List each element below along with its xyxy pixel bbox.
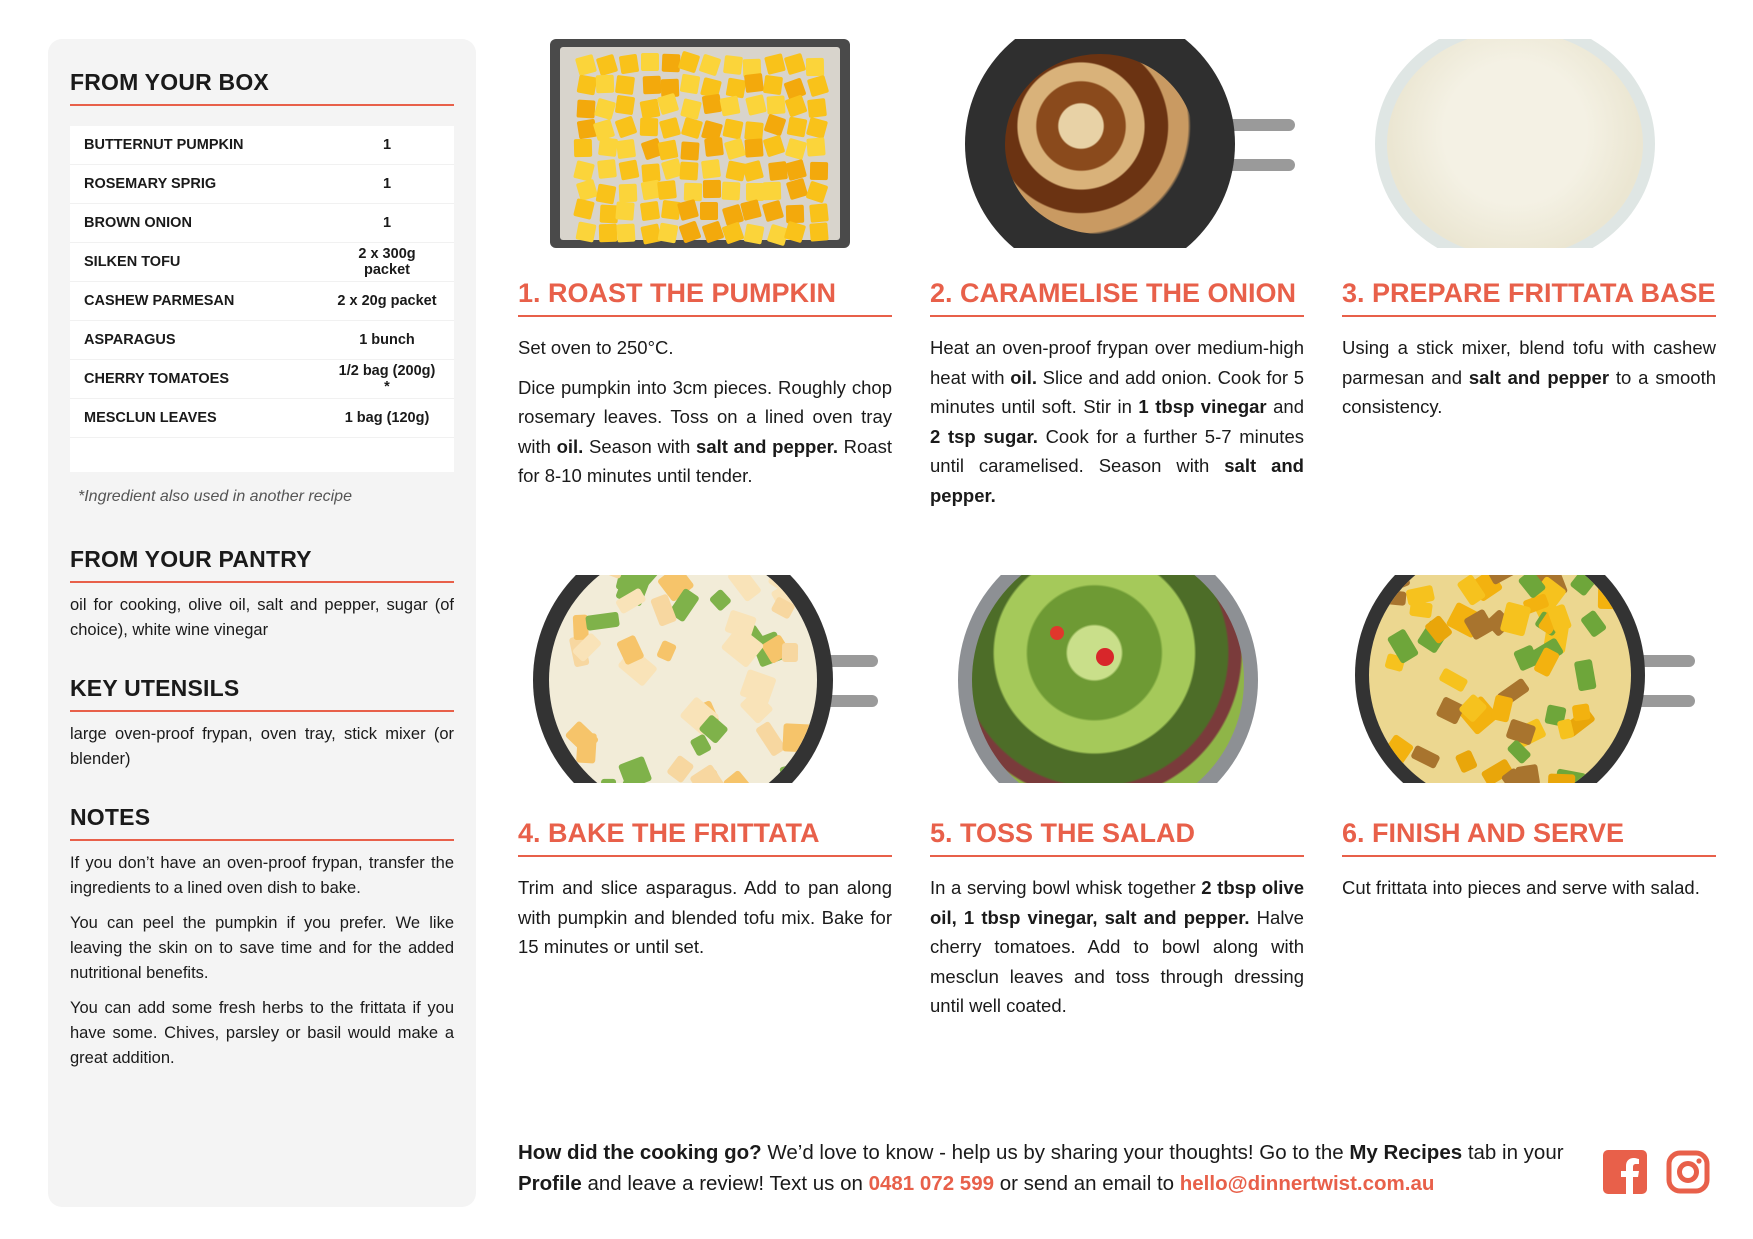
food-piece [601,779,616,783]
pumpkin-cube [702,94,723,115]
pumpkin-cube [662,54,681,73]
step-1-title: 1. ROAST THE PUMPKIN [518,278,892,317]
text-run: Cook for a further 5-7 minutes until caramelised. Season with [930,425,1304,476]
step-6-title: 6. FINISH AND SERVE [1342,818,1716,857]
mixing-bowl [1375,39,1655,248]
ingredient-qty: 1 bunch [359,332,415,348]
instagram-icon[interactable] [1666,1150,1710,1194]
step-4 [518,818,892,972]
step-3 [1342,278,1716,432]
salad-bowl [958,575,1258,783]
step-6 [1342,818,1716,913]
salad-photo [958,575,1258,783]
pumpkin-cube [722,55,742,75]
text-run: or send an email to [994,1172,1180,1195]
food-piece [779,764,799,783]
text-run: and [1266,396,1304,417]
pumpkin-cube [809,203,829,223]
pumpkin-cube [573,198,595,220]
pumpkin-cube [657,180,677,200]
cherry-tomato [1050,626,1064,640]
pumpkin-cube [679,74,700,95]
food-piece [1439,668,1469,693]
pan-handle [1635,695,1695,707]
pumpkin-cube [810,162,828,180]
food-piece [1573,659,1596,692]
pumpkin-cube [704,137,724,157]
ingredient-name: BUTTERNUT PUMPKIN [84,137,244,153]
key-utensils-heading: KEY UTENSILS [70,675,454,712]
pumpkin-cube [700,202,718,220]
pumpkin-cube [598,137,618,157]
pantry-text: oil for cooking, olive oil, salt and pepper, sugar (of choice), white wine vinegar [70,596,454,639]
pumpkin-cube [677,199,699,221]
pumpkin-cube [701,159,721,179]
pumpkin-cube [743,224,764,245]
frypan [965,39,1235,248]
food-piece [1580,610,1607,639]
food-piece [1381,734,1415,768]
table-row [70,321,454,360]
ingredient-qty: 1 [382,137,392,153]
pumpkin-cube [805,181,828,204]
pumpkin-cube [640,201,660,221]
pumpkin-cube [721,222,744,245]
ingredient-footnote: *Ingredient also used in another recipe [78,488,352,505]
text-run-bold: salt and pepper [1468,366,1610,388]
text-run: In a serving bowl whisk together [930,877,1202,898]
ingredient-name: SILKEN TOFU [84,254,181,270]
from-your-box-heading: FROM YOUR BOX [70,69,454,106]
pumpkin-cube [597,159,617,179]
food-piece [1598,586,1620,609]
food-piece [727,575,762,603]
step-2 [930,278,1304,520]
step-1-text [518,373,892,491]
pumpkin-cube [702,220,725,243]
pumpkin-cube [657,222,678,243]
pumpkin-cube [810,223,829,242]
pumpkin-cube [785,159,807,181]
pumpkin-cube [596,75,615,94]
ingredient-name: ROSEMARY SPRIG [84,176,217,192]
step-1-body [518,333,892,491]
pumpkin-cube [642,76,661,95]
step-5-title: 5. TOSS THE SALAD [930,818,1304,857]
pumpkin-cube [684,182,702,200]
text-run-bold: salt and pepper. [696,435,838,457]
pumpkin-cube [575,221,596,242]
pumpkin-cube [722,182,741,201]
pumpkin-cube [763,75,783,95]
food-piece [1572,703,1591,722]
pumpkin-cube [639,118,657,136]
pumpkin-cube [806,74,828,96]
ingredient-qty: 2 x 300g packet [358,246,416,278]
pumpkin-cube [616,139,636,159]
pumpkin-cube [658,139,679,160]
pumpkin-cube [745,183,763,201]
pumpkin-cube [744,138,763,157]
pumpkin-cube [806,58,824,76]
text-run: We’d love to know - help us by sharing your thoughts! Go to the [761,1141,1350,1164]
text-run-bold: oil. [1010,366,1037,388]
pumpkin-cube [574,139,592,157]
pumpkin-cube [724,138,746,160]
text-run: Slice and add onion. Cook for 5 minutes until soft. Stir in [930,366,1304,417]
pumpkin-cube [784,53,806,75]
facebook-icon[interactable] [1603,1150,1647,1194]
note-paragraph: If you don’t have an oven-proof frypan, transfer the ingredients to a lined oven dish to bake. [70,854,454,897]
pumpkin-cube [596,183,617,204]
tray-liner [560,47,840,240]
text-run: Halve cherry tomatoes. Add to bowl along with mesclun leaves and toss through dressing until well coated. [930,906,1304,1016]
cherry-tomato [1096,648,1114,666]
food-piece [1387,590,1407,605]
text-run-bold: 2 tsp sugar. [930,425,1038,447]
step-3-title: 3. PREPARE FRITTATA BASE [1342,278,1716,317]
pumpkin-cube [598,223,616,241]
ingredient-qty: 1 [382,215,392,231]
ingredient-qty: 1 [382,176,392,192]
food-piece [782,643,798,662]
step-3-body [1342,333,1716,422]
table-row [70,282,454,321]
pumpkin-cube [744,73,764,93]
pumpkin-cube [703,180,721,198]
pumpkin-cube [618,54,638,74]
phone-link[interactable]: 0481 072 599 [868,1172,994,1195]
tofu-mixture [1387,39,1643,248]
pumpkin-cube [619,159,640,180]
pumpkin-cube [575,54,597,76]
pumpkin-cube [679,220,702,243]
food-piece [1455,749,1478,773]
pumpkin-cube [742,160,764,182]
onion-slices [1005,54,1195,234]
note-paragraph: You can add some fresh herbs to the frittata if you have some. Chives, parsley or basil would make a great addition. [70,999,454,1067]
pumpkin-cube [678,51,701,74]
food-piece [617,755,652,783]
step-6-body [1342,873,1716,903]
food-piece [1547,773,1575,783]
text-run: Season with [583,435,697,457]
pumpkin-cube [615,201,634,220]
food-piece [586,612,621,632]
table-row [70,360,454,399]
step-2-title: 2. CARAMELISE THE ONION [930,278,1304,317]
pumpkin-cube [594,98,616,120]
ingredient-name: MESCLUN LEAVES [84,410,217,426]
step-6-text: Cut frittata into pieces and serve with salad. [1342,877,1700,898]
table-row [70,126,454,165]
pumpkin-cube [615,115,638,138]
pumpkin-cube [763,182,782,201]
text-run: Roast for 8-10 minutes until tender. [518,435,892,486]
notes-list [70,851,454,1071]
text-run: Heat an oven-proof frypan over medium-high heat with [930,337,1304,388]
text-run-bold: oil. [556,435,584,457]
pumpkin-cube [762,200,784,222]
food-piece [723,769,757,783]
pumpkin-cube [576,100,595,119]
frypan [533,575,833,783]
text-run: Using a stick mixer, blend tofu with cashew parmesan and [1342,337,1716,388]
step-2-text [930,333,1304,510]
ingredient-name: ASPARAGUS [84,332,176,348]
pumpkin-cube [764,53,786,75]
food-piece [1409,600,1433,618]
from-your-pantry-heading: FROM YOUR PANTRY [70,546,454,583]
pumpkin-cube [616,223,635,242]
step-4-title: 4. BAKE THE FRITTATA [518,818,892,857]
ingredient-name: BROWN ONION [84,215,192,231]
ingredient-name: CASHEW PARMESAN [84,293,235,309]
pumpkin-cube [741,199,763,221]
email-link[interactable]: hello@dinnertwist.com.au [1179,1172,1435,1195]
baked-frittata [1369,575,1631,783]
pumpkin-cube [745,94,767,116]
step-1 [518,278,892,501]
footer-question: How did the cooking go? [518,1141,762,1164]
pumpkin-cube [763,114,786,137]
table-row [70,204,454,243]
pumpkin-cube [615,75,635,95]
pumpkin-cube [784,221,806,243]
step-5-text [930,873,1304,1021]
food-piece [708,589,731,612]
notes-heading: NOTES [70,804,454,841]
pumpkin-cube [698,53,721,76]
pumpkin-cube [720,96,741,117]
frittata-base-photo [1375,39,1655,248]
ingredient-qty: 1 bag (120g) [344,410,430,426]
pumpkin-cube [680,142,699,161]
pumpkin-cube [763,135,786,158]
text-run: to a smooth consistency. [1342,366,1716,417]
text-run-bold: 1 tbsp vinegar [1138,396,1267,417]
profile-link[interactable]: Profile [518,1172,582,1195]
pumpkin-cube [807,138,826,157]
feedback-footer [518,1137,1578,1199]
step-1-text: Set oven to 250°C. [518,337,674,358]
food-piece [1385,575,1411,591]
food-piece [1569,575,1598,596]
step-4-text: Trim and slice asparagus. Add to pan along with pumpkin and blended tofu mix. Bake for 15 minutes or until set. [518,877,892,957]
pumpkin-cube [641,53,659,71]
pumpkin-cube [784,95,807,118]
pumpkin-cube [595,54,617,76]
pumpkin-cube [785,138,807,160]
caramelised-onion-photo [965,39,1295,248]
food-piece [1597,763,1631,783]
sidebar [48,39,476,1207]
pumpkin-cube [680,98,702,120]
pumpkin-cube [659,116,681,138]
pumpkin-cube [766,95,785,114]
ingredient-qty: 2 x 20g packet [337,293,437,309]
pumpkin-cube [806,117,828,139]
pumpkin-cube [615,95,635,115]
note-paragraph: You can peel the pumpkin if you prefer. We like leaving the skin on to save time and for the added nutritional benefits. [70,914,454,982]
text-run-bold: salt and pepper. [930,455,1304,506]
step-2-body [930,333,1304,510]
food-piece [1411,745,1441,769]
step-4-body [518,873,892,962]
utensils-text: large oven-proof frypan, oven tray, stick mixer (or blender) [70,725,454,768]
text-run: Dice pumpkin into 3cm pieces. Roughly chop rosemary leaves. Toss on a lined oven tray with [518,376,892,457]
text-run: tab in your [1462,1141,1564,1164]
food-piece [1491,695,1514,723]
bake-frittata-photo [533,575,878,783]
ingredient-qty: 1/2 bag (200g) * [338,363,436,395]
step-5 [930,818,1304,1031]
pumpkin-tofu-mix [549,575,817,783]
pumpkin-cube [722,119,743,140]
pumpkin-cube [786,117,807,138]
pumpkin-cube [679,162,698,181]
food-piece [782,723,815,753]
roasted-pumpkin-photo [550,39,850,248]
frypan [1355,575,1645,783]
text-run-bold: 2 tbsp olive oil, 1 tbsp vinegar, salt and pepper. [930,877,1304,928]
food-piece [1500,601,1531,636]
table-row [70,243,454,282]
table-row [70,165,454,204]
pumpkin-cube [618,184,637,203]
ingredients-table [70,126,454,472]
step-3-text [1342,333,1716,422]
my-recipes-link[interactable]: My Recipes [1349,1141,1463,1164]
table-row [70,399,454,438]
text-run: and leave a review! Text us on [581,1172,869,1195]
ingredient-name: CHERRY TOMATOES [84,371,230,387]
finished-frittata-photo [1355,575,1695,783]
food-piece [656,639,677,662]
pumpkin-cube [681,117,703,139]
pumpkin-cube [807,98,827,118]
food-piece [690,764,729,783]
pumpkin-cube [786,177,808,199]
salad-leaves [972,575,1244,783]
step-5-body [930,873,1304,1021]
pumpkin-cube [576,75,597,96]
